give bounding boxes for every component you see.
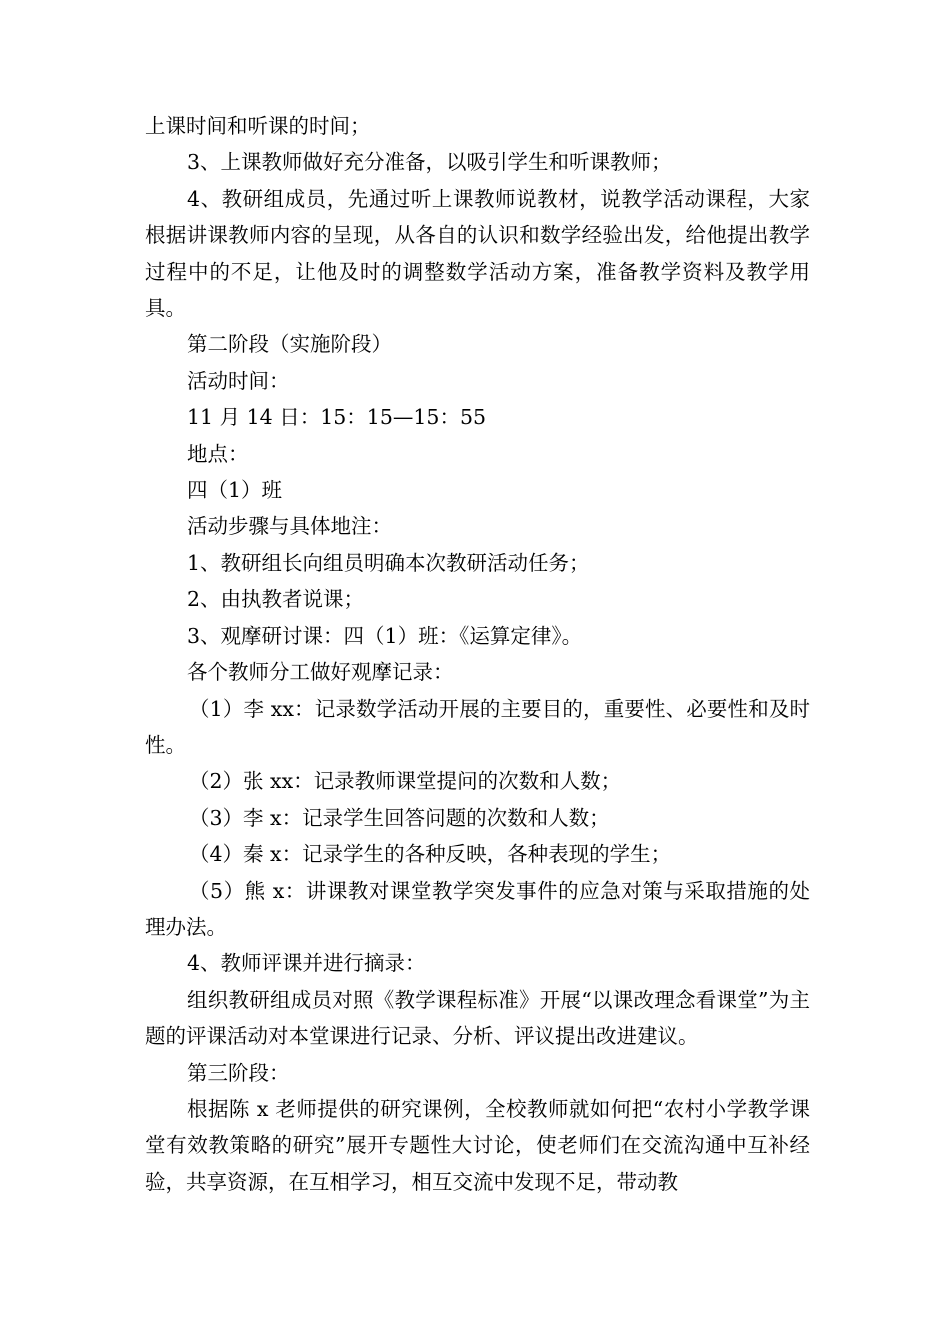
document-body — [145, 108, 810, 1200]
list-item: 2、由执教者说课； — [187, 587, 365, 612]
list-item: （2）张 xx：记录教师课堂提问的次数和人数； — [189, 769, 622, 794]
paragraph: 3、上课教师做好充分准备，以吸引学生和听课教师； — [187, 150, 672, 175]
paragraph: 组织教研组成员对照《教学课程标准》开展“以课改理念看课堂”为主题的评课活动对本堂课进行记录、分析、评议提出改进建议。 — [145, 987, 810, 1049]
paragraph: 地点： — [187, 441, 249, 466]
paragraph: 11 月 14 日：15：15—15：55 — [187, 405, 487, 430]
section-heading: 第二阶段（实施阶段） — [187, 332, 392, 357]
list-item: （5）熊 x：讲课教对课堂教学突发事件的应急对策与采取措施的处理办法。 — [145, 878, 810, 939]
paragraph: 四（1）班 — [187, 478, 283, 503]
paragraph: 根据陈 x 老师提供的研究课例，全校教师就如何把“农村小学教学课堂有效教策略的研究”展开专题性大讨论，使老师们在交流沟通中互补经验，共享资源，在互相学习，相互交流中发现不足，带动教 — [145, 1096, 810, 1194]
list-item: 1、教研组长向组员明确本次教研活动任务； — [187, 550, 590, 575]
section-heading: 第三阶段： — [187, 1060, 290, 1085]
paragraph: 各个教师分工做好观摩记录： — [187, 660, 454, 685]
list-item: 3、观摩研讨课：四（1）班：《运算定律》。 — [187, 623, 583, 648]
list-item: （1）李 xx：记录数学活动开展的主要目的，重要性、必要性和及时性。 — [145, 696, 810, 757]
paragraph: 活动步骤与具体地注： — [187, 514, 392, 539]
list-item: 4、教师评课并进行摘录： — [187, 951, 426, 976]
paragraph: 4、教研组成员，先通过听上课教师说教材，说教学活动课程，大家根据讲课教师内容的呈现，从各自的认识和数学经验出发，给他提出教学过程中的不足，让他及时的调整数学活动方案，准备教学资料及教学用具。 — [145, 186, 810, 321]
list-item: （4）秦 x：记录学生的各种反映，各种表现的学生； — [189, 842, 672, 867]
list-item: （3）李 x：记录学生回答问题的次数和人数； — [189, 805, 610, 830]
paragraph: 活动时间： — [187, 368, 290, 393]
paragraph: 上课时间和听课的时间； — [145, 114, 371, 138]
